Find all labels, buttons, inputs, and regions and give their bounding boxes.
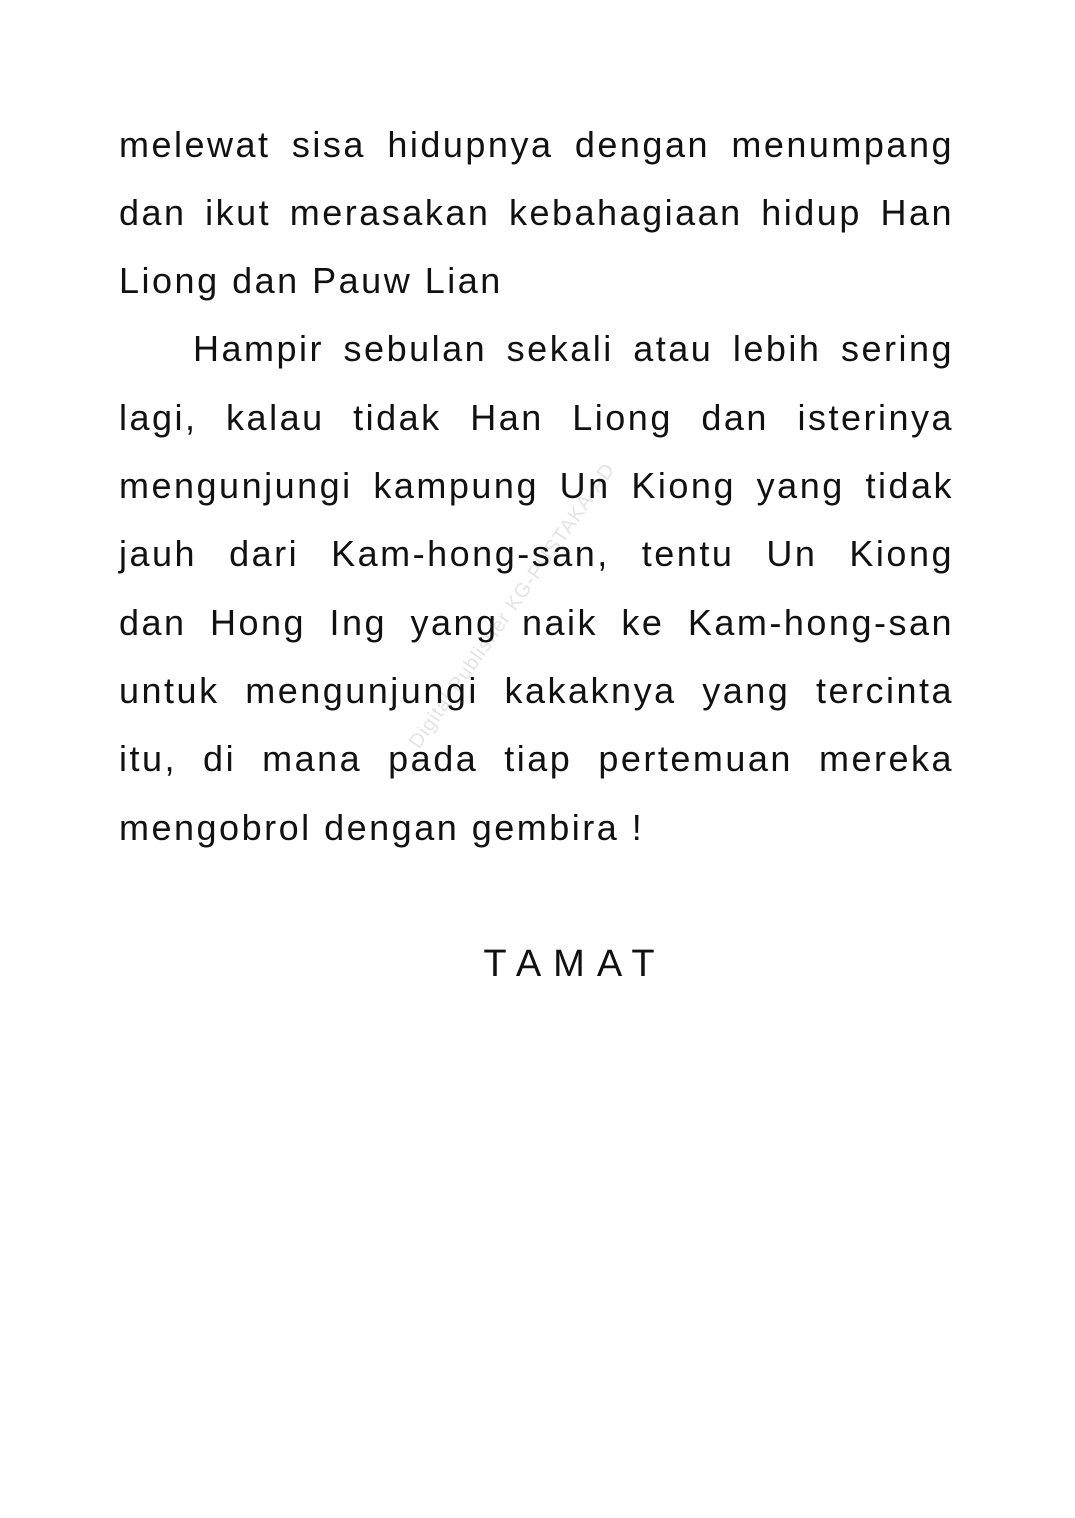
paragraph-line: dan Hong Ing yang naik ke Kam-hong-san	[119, 602, 954, 643]
paragraph-line: mengobrol dengan gembira !	[119, 807, 645, 848]
paragraph-line: untuk mengunjungi kakaknya yang tercinta	[119, 670, 954, 711]
paragraph-line: itu, di mana pada tiap pertemuan mereka	[119, 738, 954, 779]
end-mark: TAMAT	[483, 943, 667, 985]
watermark-text: Digital Publisher KG-PUSTAKA-AD	[405, 459, 620, 753]
paragraph-line: lagi, kalau tidak Han Liong dan isterinya	[119, 397, 954, 438]
paragraph-line: Liong dan Pauw Lian	[119, 260, 503, 301]
paragraph-line: melewat sisa hidupnya dengan menumpang	[119, 124, 954, 165]
paragraph-line: jauh dari Kam-hong-san, tentu Un Kiong	[119, 533, 954, 574]
paragraph-line: Hampir sebulan sekali atau lebih sering	[193, 328, 954, 369]
paragraph-line: dan ikut merasakan kebahagiaan hidup Han	[119, 192, 954, 233]
paragraph-line: mengunjungi kampung Un Kiong yang tidak	[119, 465, 954, 506]
